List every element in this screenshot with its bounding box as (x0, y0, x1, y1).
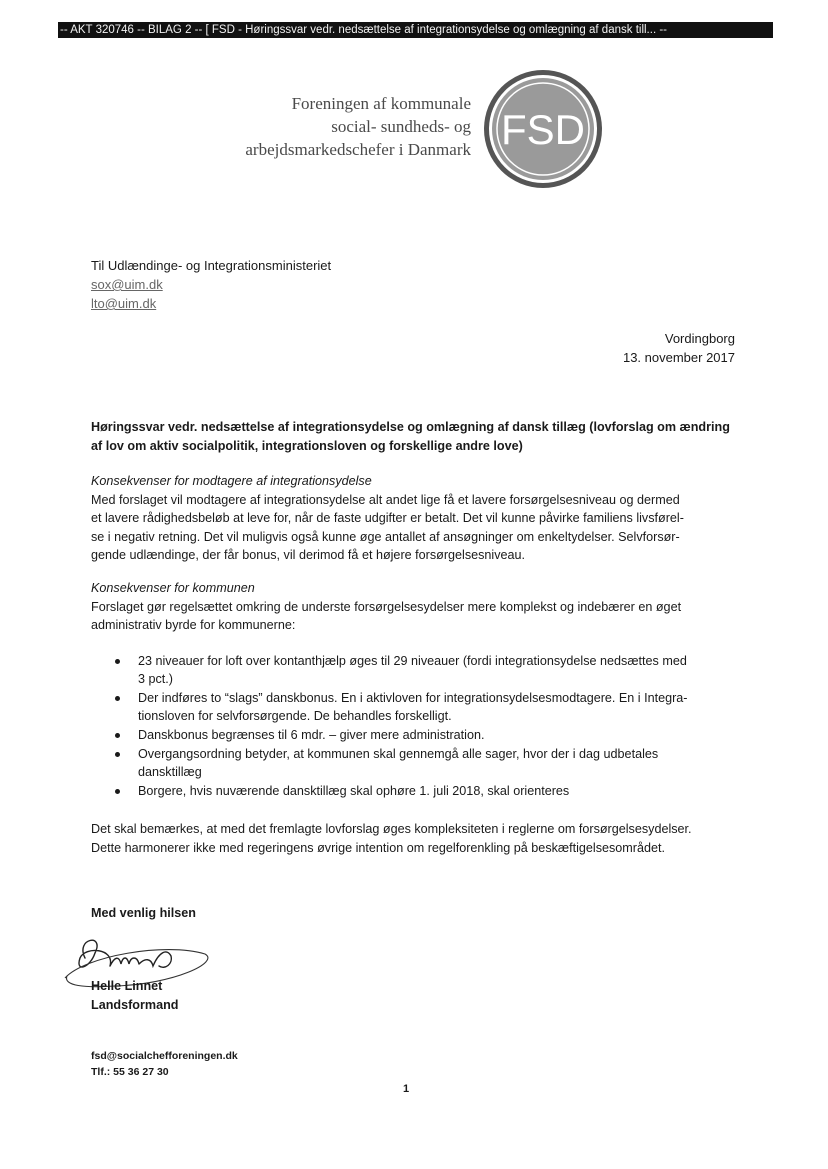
page-number: 1 (403, 1083, 410, 1095)
signatory (91, 977, 178, 1015)
recipient-email-2[interactable]: lto@uim.dk (91, 296, 157, 311)
list-item (91, 689, 739, 725)
recipient-email-1[interactable]: sox@uim.dk (91, 277, 163, 292)
list-item-line: Danskbonus begrænses til 6 mdr. – giver mere administration. (138, 728, 485, 742)
list-item (91, 782, 739, 800)
signatory-name: Helle Linnet (91, 979, 163, 993)
bullet-icon (115, 659, 120, 664)
section-2-line: administrativ byrde for kommunerne: (91, 618, 296, 632)
section-municipality-consequences (91, 579, 739, 635)
list-item (91, 652, 739, 688)
list-item-line: 23 niveauer for loft over kontanthjælp øges til 29 niveauer (fordi integrationsydelse nedsættes med (138, 654, 687, 668)
bullet-icon (115, 752, 120, 757)
section-2-line: Forslaget gør regelsættet omkring de underste forsørgelsesydelser mere komplekst og indebærer en øget (91, 599, 682, 614)
section-1-line: et lavere rådighedsbeløb at leve for, når de faste udgifter er betalt. Det vil kunne påvirke familiens livsførel- (91, 511, 684, 525)
logo-text: FSD (501, 106, 585, 153)
recipient-name: Til Udlændinge- og Integrationsministeriet (91, 258, 332, 273)
document-header-bar: -- AKT 320746 -- BILAG 2 -- [ FSD - Høringssvar vedr. nedsættelse af integrationsydelse og omlægning af dansk till... -- (58, 22, 773, 38)
place-date (623, 329, 735, 367)
closing-paragraph (91, 820, 739, 857)
closing-line-2: Dette harmonerer ikke med regeringens øvrige intention om regelforenkling på beskæftigelsesområdet. (91, 840, 666, 855)
list-item-line: Borgere, hvis nuværende dansktillæg skal ophøre 1. juli 2018, skal orienteres (138, 784, 570, 798)
recipient-block (91, 256, 331, 313)
list-item-line: tionsloven for selvforsørgende. De behandles forskelligt. (138, 709, 452, 723)
bullet-icon (115, 733, 120, 738)
section-recipients-consequences (91, 472, 739, 565)
org-line-1: Foreningen af kommunale (291, 94, 471, 113)
section-1-line: Med forslaget vil modtagere af integrationsydelse alt andet lige få et lavere forsørgelsesniveau og dermed (91, 492, 680, 507)
section-1-heading: Konsekvenser for modtagere af integrationsydelse (91, 474, 372, 488)
list-item (91, 726, 739, 744)
date: 13. november 2017 (622, 350, 735, 365)
contact-email[interactable]: fsd@socialchefforeningen.dk (91, 1050, 238, 1062)
section-2-heading: Konsekvenser for kommunen (91, 581, 255, 595)
org-line-3: arbejdsmarkedschefer i Danmark (245, 140, 471, 159)
fsd-logo (482, 68, 604, 190)
subject-line-2: af lov om aktiv socialpolitik, integrationsloven og forskellige andre love) (91, 438, 523, 453)
consequence-list (91, 652, 739, 801)
list-item (91, 745, 739, 781)
signatory-title: Landsformand (91, 998, 179, 1012)
bullet-icon (115, 789, 120, 794)
list-item-line: 3 pct.) (138, 672, 173, 686)
section-1-line: se i negativ retning. Det vil muligvis også kunne øge antallet af ansøgninger om enkeltydelser. Selvforsør- (91, 529, 680, 544)
contact-block (91, 1048, 238, 1080)
org-line-2: social- sundheds- og (331, 117, 471, 136)
list-item-line: Overgangsordning betyder, at kommunen skal gennemgå alle sager, hvor der i dag udbetales (138, 747, 659, 761)
closing-line-1: Det skal bemærkes, at med det fremlagte lovforslag øges kompleksiteten i reglerne om forsørgelsesydelser. (91, 822, 692, 836)
subject-line-1: Høringssvar vedr. nedsættelse af integrationsydelse og omlægning af dansk tillæg (lovforslag om ændring (91, 420, 730, 434)
section-1-line: gende udlændinge, der får bonus, vil derimod få et højere forsørgelsesniveau. (91, 548, 526, 562)
list-item-line: dansktillæg (138, 765, 202, 779)
list-item-line: Der indføres to “slags” danskbonus. En i aktivloven for integrationsydelsesmodtagere. En i Integra- (138, 691, 688, 705)
subject-line (91, 418, 739, 455)
bullet-icon (115, 696, 120, 701)
place: Vordingborg (664, 331, 735, 346)
greeting: Med venlig hilsen (91, 906, 196, 920)
contact-phone: Tlf.: 55 36 27 30 (91, 1066, 169, 1078)
organization-name (245, 92, 471, 161)
